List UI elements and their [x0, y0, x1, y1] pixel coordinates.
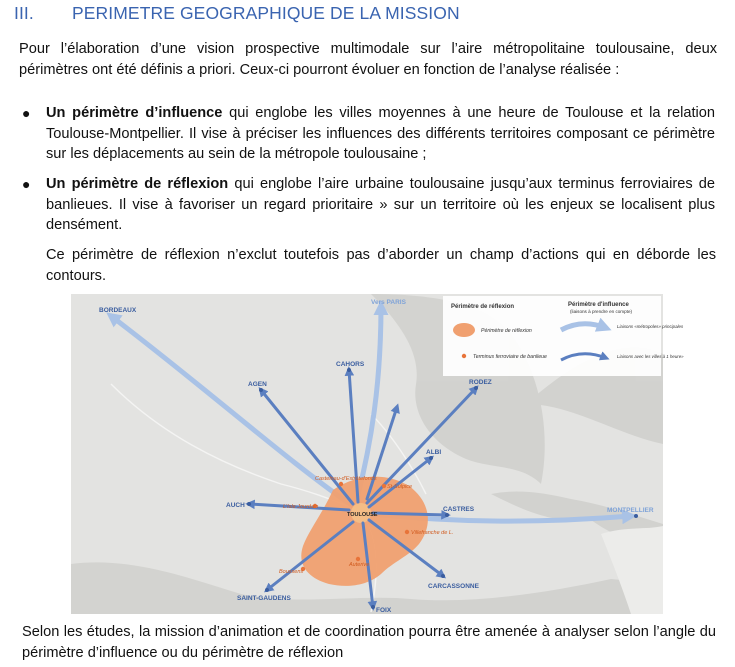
- section-title: PERIMETRE GEOGRAPHIQUE DE LA MISSION: [72, 3, 460, 23]
- terminus-stsulpice: St-Sulpice: [387, 484, 413, 490]
- terminus-boussens: Boussens: [279, 569, 304, 575]
- legend-links-cities: Liaisons avec les villes à 1 heure»: [617, 354, 684, 359]
- city-paris: Vers PARIS: [371, 299, 406, 306]
- city-castres: CASTRES: [443, 506, 475, 513]
- intro-paragraph: Pour l’élaboration d’une vision prospective multimodale sur l’aire métropolitaine toulousaine, deux périmètres ont été définis a priori. Ceux-ci pourront évoluer en fonction de l’analyse réalisée :: [19, 41, 717, 78]
- bullet-dot: ●: [22, 105, 31, 121]
- closing-paragraph: Selon les études, la mission d’animation et de coordination pourra être amenée à analyser selon l’angle du périmètre d’influence ou du périmètre de réflexion: [22, 624, 716, 661]
- city-rodez: RODEZ: [469, 379, 492, 386]
- legend-influence-title: Périmètre d'influence: [568, 302, 629, 308]
- perimeter-map: [71, 294, 684, 614]
- bullet-bold: Un périmètre de réflexion: [46, 176, 229, 192]
- city-montpellier: MONTPELLIER: [607, 507, 654, 514]
- terminus-villefranche: Villefranche de L.: [411, 530, 454, 536]
- city-agen: AGEN: [248, 381, 267, 388]
- city-foix: FOIX: [376, 607, 392, 614]
- legend-influence-sub: (liaisons à prendre en compte): [570, 309, 633, 314]
- section-number: III.: [14, 3, 34, 23]
- city-auch: AUCH: [226, 502, 245, 509]
- legend-terminus-item: Terminus ferroviaire de banlieue: [473, 354, 547, 360]
- legend-reflexion-title: Périmètre de réflexion: [451, 304, 515, 310]
- bullet-text: qui englobe les villes moyennes à une heure de Toulouse et la relation Toulouse-Montpellier. Il vise à préciser les influences des différents territoires composant ce périmètre sur les déplacements au sein de la métropole toulousaine ;: [46, 105, 716, 162]
- bullet-bold: Un périmètre d’influence: [46, 105, 223, 121]
- city-albi: ALBI: [426, 449, 442, 456]
- city-cahors: CAHORS: [336, 361, 365, 368]
- city-toulouse: TOULOUSE: [347, 512, 378, 518]
- terminus-castelnau: Castelnau-d'Estrétefonds: [315, 476, 377, 482]
- note-paragraph: Ce périmètre de réflexion n’exclut toutefois pas d’aborder un champ d’actions qui en déborde les contours.: [46, 247, 716, 284]
- legend-links-main: Liaisons «métropoles» principales: [617, 324, 684, 329]
- city-saint-gaudens: SAINT-GAUDENS: [237, 595, 291, 602]
- map-legend: [443, 296, 684, 376]
- section-heading: [14, 3, 460, 24]
- city-carcassonne: CARCASSONNE: [428, 583, 479, 590]
- city-bordeaux: BORDEAUX: [99, 307, 137, 314]
- terminus-auterive: Auterive: [349, 562, 370, 568]
- terminus-isle: L'Isle Jourdain: [283, 504, 319, 510]
- bullet-dot: ●: [22, 176, 31, 192]
- legend-reflexion-item: Périmètre de réflexion: [481, 328, 532, 334]
- bullet-text: qui englobe l’aire urbaine toulousaine jusqu’aux terminus ferroviaires de banlieues. Il vise à favoriser un regard prioritaire » sur un territoire où les enjeux se localisent plus densément.: [46, 176, 715, 233]
